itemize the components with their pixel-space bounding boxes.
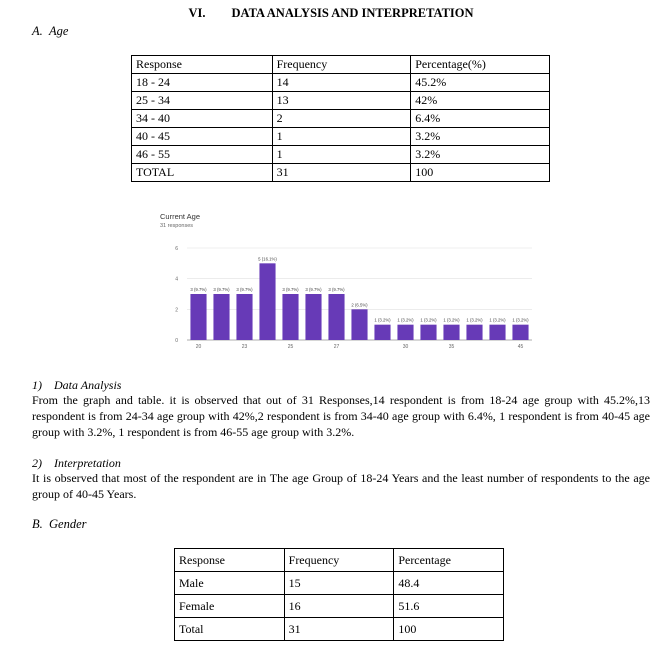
section-heading [0,6,662,21]
table-header-cell: Percentage [394,549,504,572]
x-tick-label: 35 [448,344,455,350]
table-cell: 46 - 55 [132,146,273,164]
table-cell: 100 [394,618,504,641]
table-cell: 3.2% [411,146,550,164]
table-cell: 1 [272,128,411,146]
subsection-gender-heading [32,517,87,532]
analysis-heading: 1) Data Analysis [32,378,122,392]
table-cell: 31 [272,164,411,182]
table-cell: 100 [411,164,550,182]
table-row [175,572,504,595]
section-number: VI. [188,6,206,20]
table-header-cell: Frequency [284,549,394,572]
interpretation-heading: 2) Interpretation [32,456,121,470]
table-cell: 13 [272,92,411,110]
table-cell: 15 [284,572,394,595]
data-label: 3 (9.7%) [190,287,207,292]
data-label: 5 (16.1%) [258,256,277,262]
x-tick-label: 27 [333,344,340,350]
table-header-cell: Response [175,549,285,572]
table-header-cell: Percentage(%) [411,56,550,74]
data-label: 1 (3.2%) [489,317,506,323]
age-table [131,55,550,182]
age-chart [150,205,540,353]
x-tick-label: 25 [287,344,294,350]
x-tick-label: 20 [195,344,202,350]
bar [397,325,413,340]
bar [282,294,298,340]
subsection-label: B. [32,517,43,531]
table-cell: 45.2% [411,74,550,92]
age-bar-chart [150,205,540,353]
bar [190,294,206,340]
table-cell: 1 [272,146,411,164]
bar [328,294,344,340]
subsection-label: A. [32,24,43,38]
section-title: DATA ANALYSIS AND INTERPRETATION [231,6,474,20]
table-cell: TOTAL [132,164,273,182]
table-row [132,164,550,182]
bar [351,309,367,340]
table-cell: 16 [284,595,394,618]
x-tick-label: 30 [402,344,409,350]
table-header-row [132,56,550,74]
table-row [175,618,504,641]
data-label: 3 (9.7%) [328,287,345,292]
analysis-text: From the graph and table. it is observed that out of 31 Responses,14 respondent is from 18-24 age group with 45.2%,13 respondent is from 24-34 age group with 42%,2 respondent is from 34-40 age group with 6.4%, 1 respondent is from 40-45 age group with 3.2%, 1 respondent is from 46-55 age group with 3.2%. [32,393,650,439]
table-cell: 3.2% [411,128,550,146]
table-cell: 6.4% [411,110,550,128]
x-tick-label: 23 [241,344,248,350]
table-row [132,92,550,110]
table-cell: Female [175,595,285,618]
table-cell: Total [175,618,285,641]
bar [443,325,459,340]
table-cell: 18 - 24 [132,74,273,92]
table-row [175,595,504,618]
y-tick-label: 4 [175,276,178,283]
chart-title: Current Age [160,212,201,221]
data-label: 3 (9.7%) [305,287,322,292]
table-cell: 34 - 40 [132,110,273,128]
table-cell: 31 [284,618,394,641]
table-row [132,128,550,146]
table-header-row [175,549,504,572]
data-label: 3 (9.7%) [213,287,230,292]
table-cell: Male [175,572,285,595]
data-label: 2 (6.5%) [351,302,368,308]
data-label: 1 (3.2%) [512,317,529,323]
subsection-title: Age [49,24,69,38]
subsection-age-heading [32,24,68,39]
data-label: 1 (3.2%) [420,317,437,323]
table-cell: 14 [272,74,411,92]
bar [374,325,390,340]
bar [466,325,482,340]
data-label: 1 (3.2%) [466,317,483,323]
data-label: 3 (9.7%) [236,287,253,292]
table-row [132,74,550,92]
table-row [132,146,550,164]
data-label: 1 (3.2%) [397,317,414,323]
bar [420,325,436,340]
y-tick-label: 0 [175,338,178,344]
bar [236,294,252,340]
bar [213,294,229,340]
data-label: 1 (3.2%) [443,317,460,323]
chart-subtitle: 31 responses [160,223,194,229]
subsection-title: Gender [49,517,87,531]
interpretation-text: It is observed that most of the respondent are in The age Group of 18-24 Years and the least number of respondents to the age group of 40-45 Years. [32,471,650,501]
x-tick-label: 45 [517,344,524,350]
table-cell: 2 [272,110,411,128]
table-header-cell: Response [132,56,273,74]
table-cell: 51.6 [394,595,504,618]
bar [489,325,505,340]
table-cell: 42% [411,92,550,110]
table-row [132,110,550,128]
y-tick-label: 6 [175,246,178,252]
data-label: 1 (3.2%) [374,317,391,323]
gender-table [174,548,504,641]
table-cell: 48.4 [394,572,504,595]
y-tick-label: 2 [175,307,178,314]
table-header-cell: Frequency [272,56,411,74]
bar [259,263,275,340]
bar [512,325,528,340]
bar [305,294,321,340]
data-label: 3 (9.7%) [282,287,299,292]
table-cell: 25 - 34 [132,92,273,110]
table-cell: 40 - 45 [132,128,273,146]
